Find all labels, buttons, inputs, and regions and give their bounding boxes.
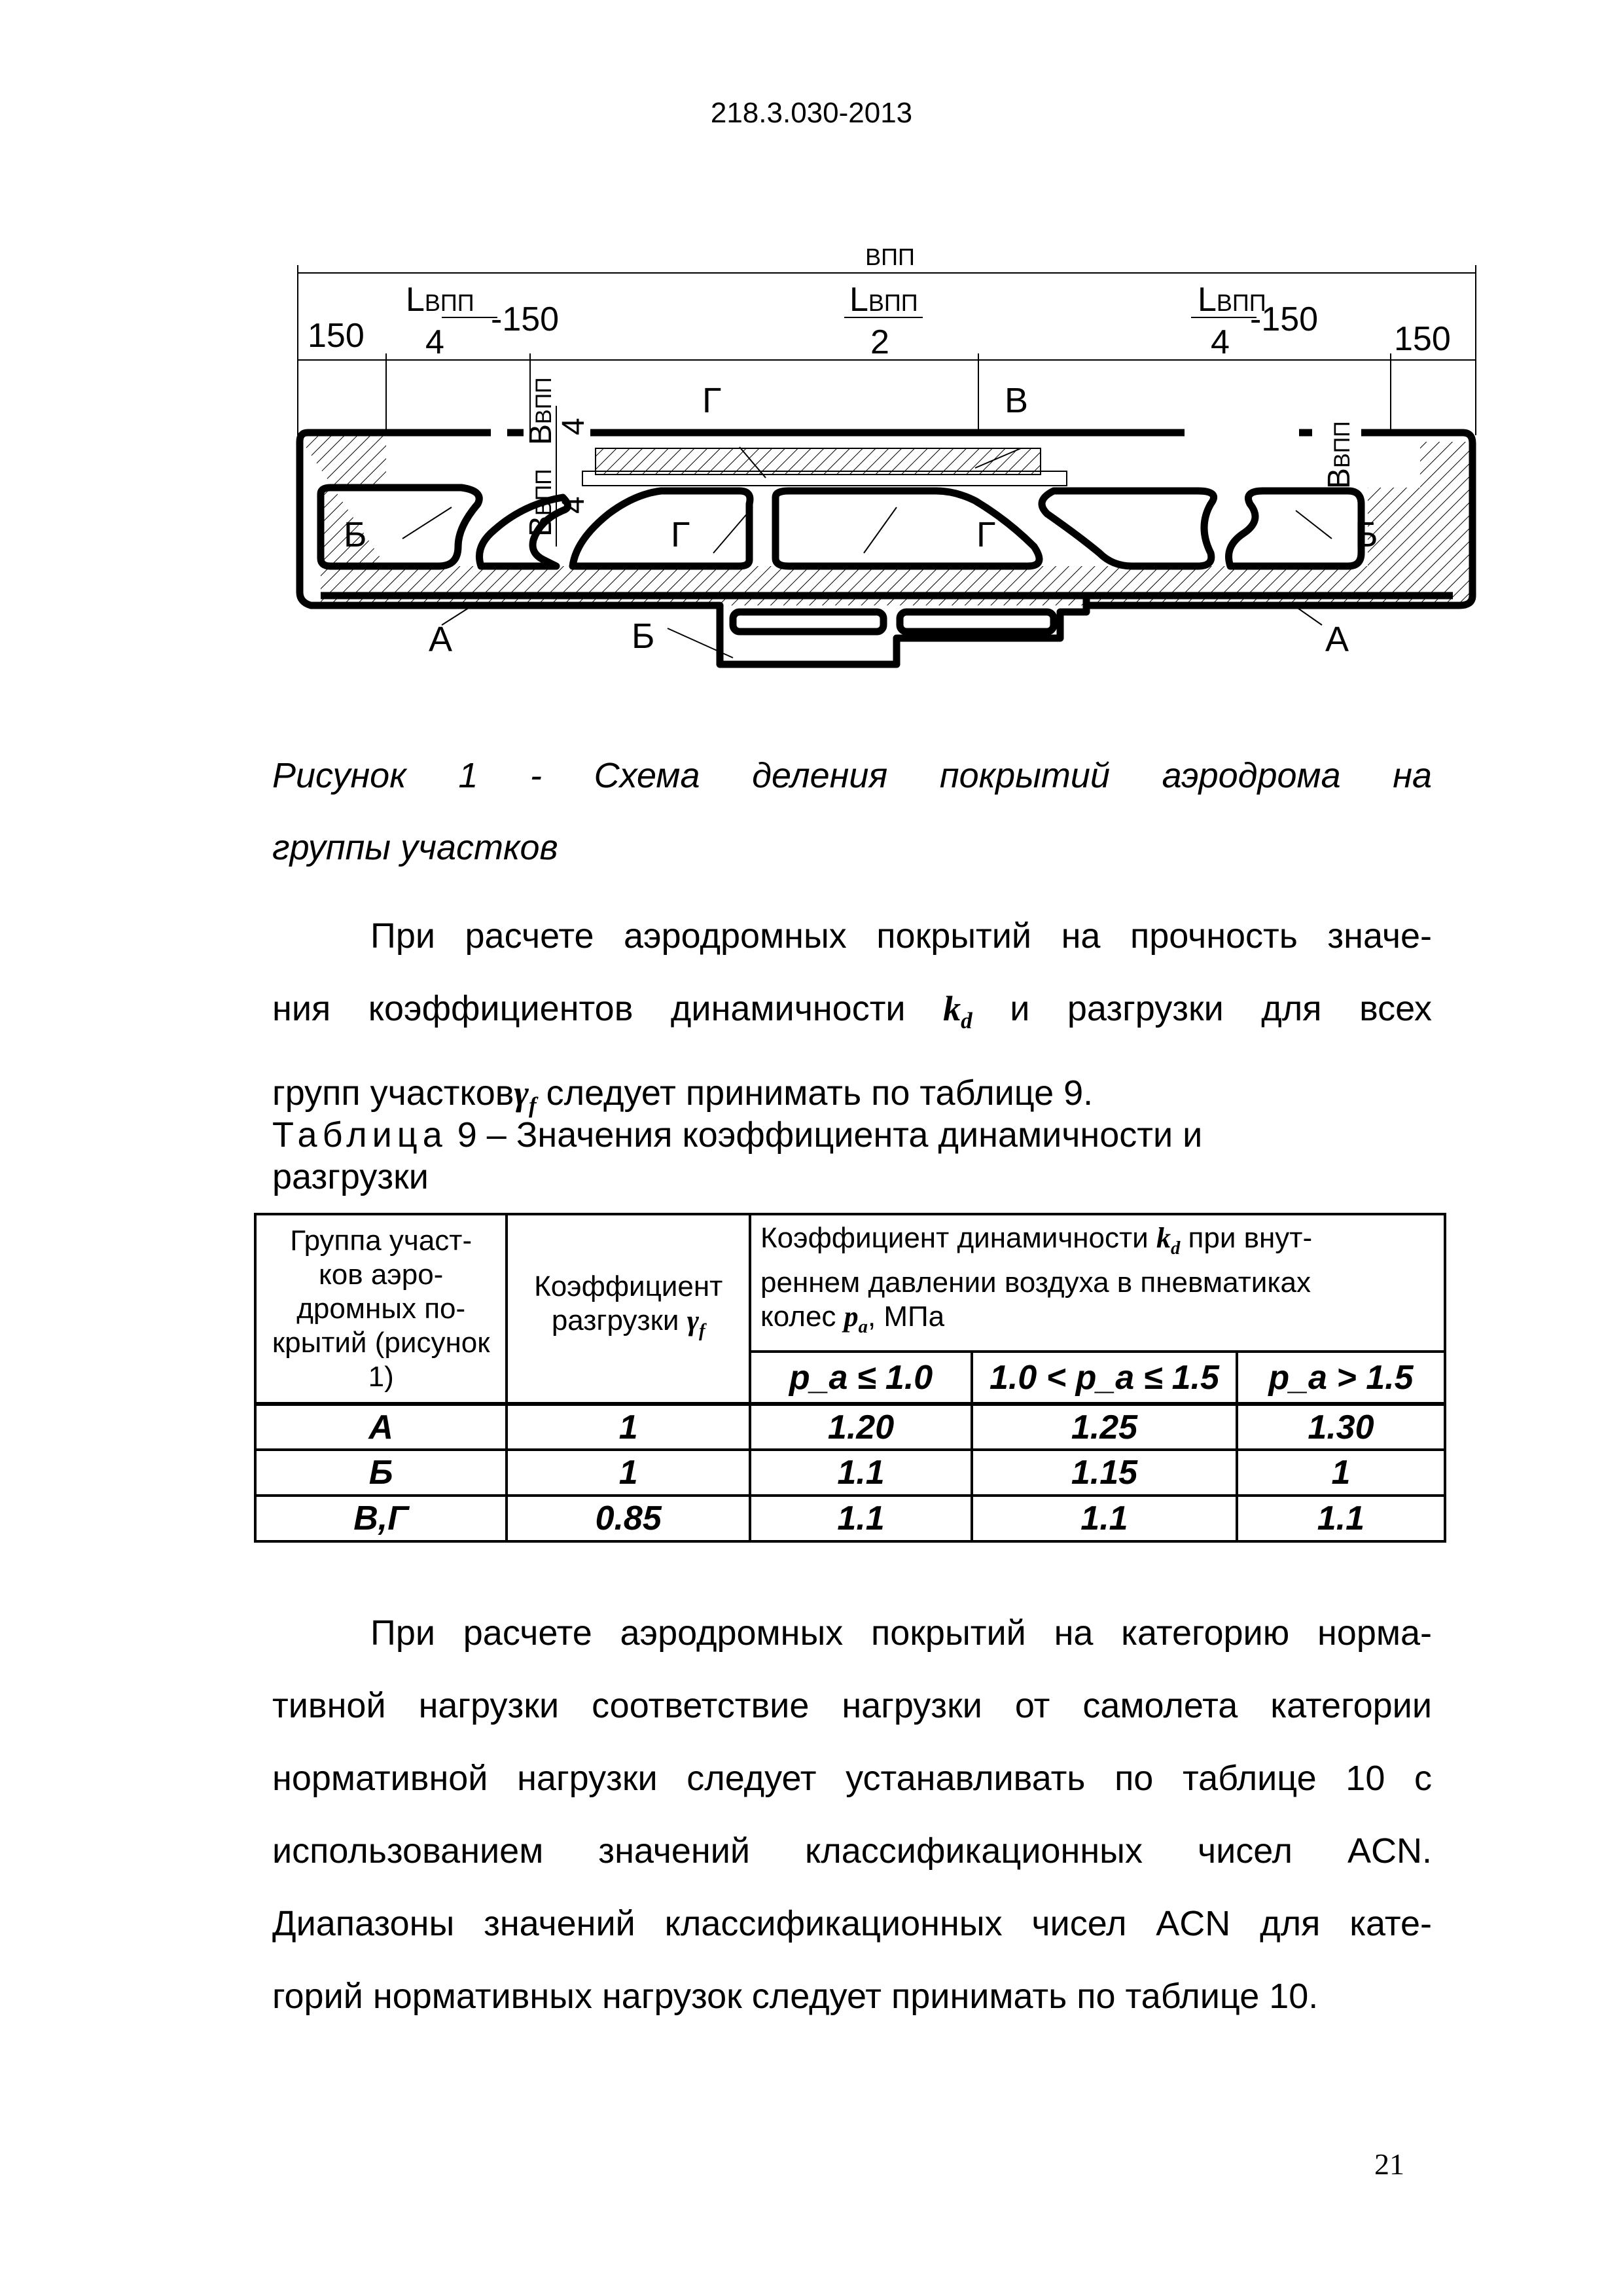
dim-den-left: 4 <box>425 323 444 361</box>
row-value: 1.15 <box>972 1450 1237 1496</box>
figure-caption: Рисунок 1 - Схема деления покрытий аэродрома на <box>272 756 1432 795</box>
paragraph-2-line: использованием значений классификационных чисел ACN. <box>272 1831 1432 1871</box>
dim-right-150: 150 <box>1394 320 1451 358</box>
svg-text:BВПП: BВПП <box>1322 421 1357 489</box>
subheader-pa-low: p_a ≤ 1.0 <box>750 1352 972 1404</box>
paragraph-2-line: нормативной нагрузки следует устанавливать по таблице 10 с <box>272 1759 1432 1798</box>
paragraph-1-line-1: При расчете аэродромных покрытий на прочность значе- <box>370 916 1432 956</box>
label-v-top: В <box>1005 381 1029 420</box>
runway-diagram <box>281 239 1486 697</box>
dim-den-center: 2 <box>870 323 889 361</box>
row-value: 1.1 <box>750 1450 972 1496</box>
paragraph-2-line: При расчете аэродромных покрытий на категорию норма- <box>370 1613 1432 1653</box>
row-unload: 1 <box>507 1404 750 1450</box>
header-unload-coef: Коэффициент разгрузки $\gamma_f$ <box>507 1214 750 1404</box>
row-value: 1.25 <box>972 1404 1237 1450</box>
svg-text:4: 4 <box>556 418 591 435</box>
svg-text:BВПП: BВПП <box>524 377 558 445</box>
row-group: Б <box>255 1450 507 1496</box>
b-vpp-left-lower-den <box>556 496 591 514</box>
paragraph-1 <box>272 900 1432 1141</box>
dim-minus150-right: -150 <box>1250 300 1319 338</box>
b-vpp-left-upper-den <box>556 418 591 435</box>
label-b-bottom: Б <box>632 617 655 656</box>
row-value: 1.30 <box>1237 1404 1445 1450</box>
dim-l-left: LВПП <box>406 281 474 319</box>
label-a-right: А <box>1325 620 1349 659</box>
vpp-top-label: ВПП <box>865 243 915 270</box>
header-group: Группа участ-ков аэро-дромных по-крытий (рисунок 1) <box>255 1214 507 1404</box>
paragraph-2-line: горий нормативных нагрузок следует принимать по таблице 10. <box>272 1977 1319 2016</box>
row-value: 1 <box>1237 1450 1445 1496</box>
svg-text:4: 4 <box>556 496 591 514</box>
table-row <box>255 1450 1445 1496</box>
subheader-pa-high: p_a > 1.5 <box>1237 1352 1445 1404</box>
label-a-left: А <box>429 620 453 659</box>
row-unload: 0.85 <box>507 1496 750 1541</box>
coefficients-table <box>254 1213 1446 1543</box>
row-value: 1.20 <box>750 1404 972 1450</box>
dim-left-150: 150 <box>308 317 365 355</box>
b-vpp-left-upper <box>524 377 558 445</box>
dim-minus150-left: -150 <box>491 300 560 338</box>
table-row <box>255 1404 1445 1450</box>
kd-symbol: $k_d$ <box>943 989 972 1033</box>
b-vpp-left-lower <box>524 469 558 537</box>
header-dynamic-coef: Коэффициент динамичности $k_d$ при внут- реннем давлении воздуха в пневматиках колес $p_a$, МПа <box>750 1214 1445 1352</box>
paragraph-2-line: Диапазоны значений классификационных чисел ACN для кате- <box>272 1904 1432 1943</box>
svg-text:BВПП: BВПП <box>524 469 558 537</box>
paragraph-1-line-3: групп участковγ$_f$ следует принимать по таблице 9. <box>272 1073 1094 1118</box>
row-group: А <box>255 1404 507 1450</box>
paragraph-1-line-2: ния коэффициентов динамичности $k_d$ и разгрузки для всех <box>272 989 1432 1033</box>
row-value: 1.1 <box>1237 1496 1445 1541</box>
page-number: 21 <box>1374 2147 1404 2181</box>
row-value: 1.1 <box>972 1496 1237 1541</box>
subheader-pa-mid: 1.0 < p_a ≤ 1.5 <box>972 1352 1237 1404</box>
dim-l-center: LВПП <box>849 281 918 319</box>
b-vpp-right <box>1322 421 1357 489</box>
table-row <box>255 1496 1445 1541</box>
row-group: В,Г <box>255 1496 507 1541</box>
label-b-right: Б <box>1355 515 1378 554</box>
label-g-left: Г <box>671 515 690 554</box>
row-unload: 1 <box>507 1450 750 1496</box>
label-g-top: Г <box>702 381 722 420</box>
label-b-left: Б <box>344 515 367 554</box>
row-value: 1.1 <box>750 1496 972 1541</box>
paragraph-2-line: тивной нагрузки соответствие нагрузки от самолета категории <box>272 1686 1432 1725</box>
label-g-right: Г <box>976 515 996 554</box>
figure-caption-cont: группы участков <box>272 828 558 867</box>
gamma-f-symbol: $\gamma_f$ <box>514 1073 537 1118</box>
paragraph-2 <box>272 1597 1432 2033</box>
dim-l-right: LВПП <box>1198 281 1266 319</box>
dim-den-right: 4 <box>1211 323 1230 361</box>
page-header: 218.3.030-2013 <box>710 97 913 129</box>
table-title: Таблица 9 – Значения коэффициента динамичности и разгрузки <box>272 1115 1203 1196</box>
